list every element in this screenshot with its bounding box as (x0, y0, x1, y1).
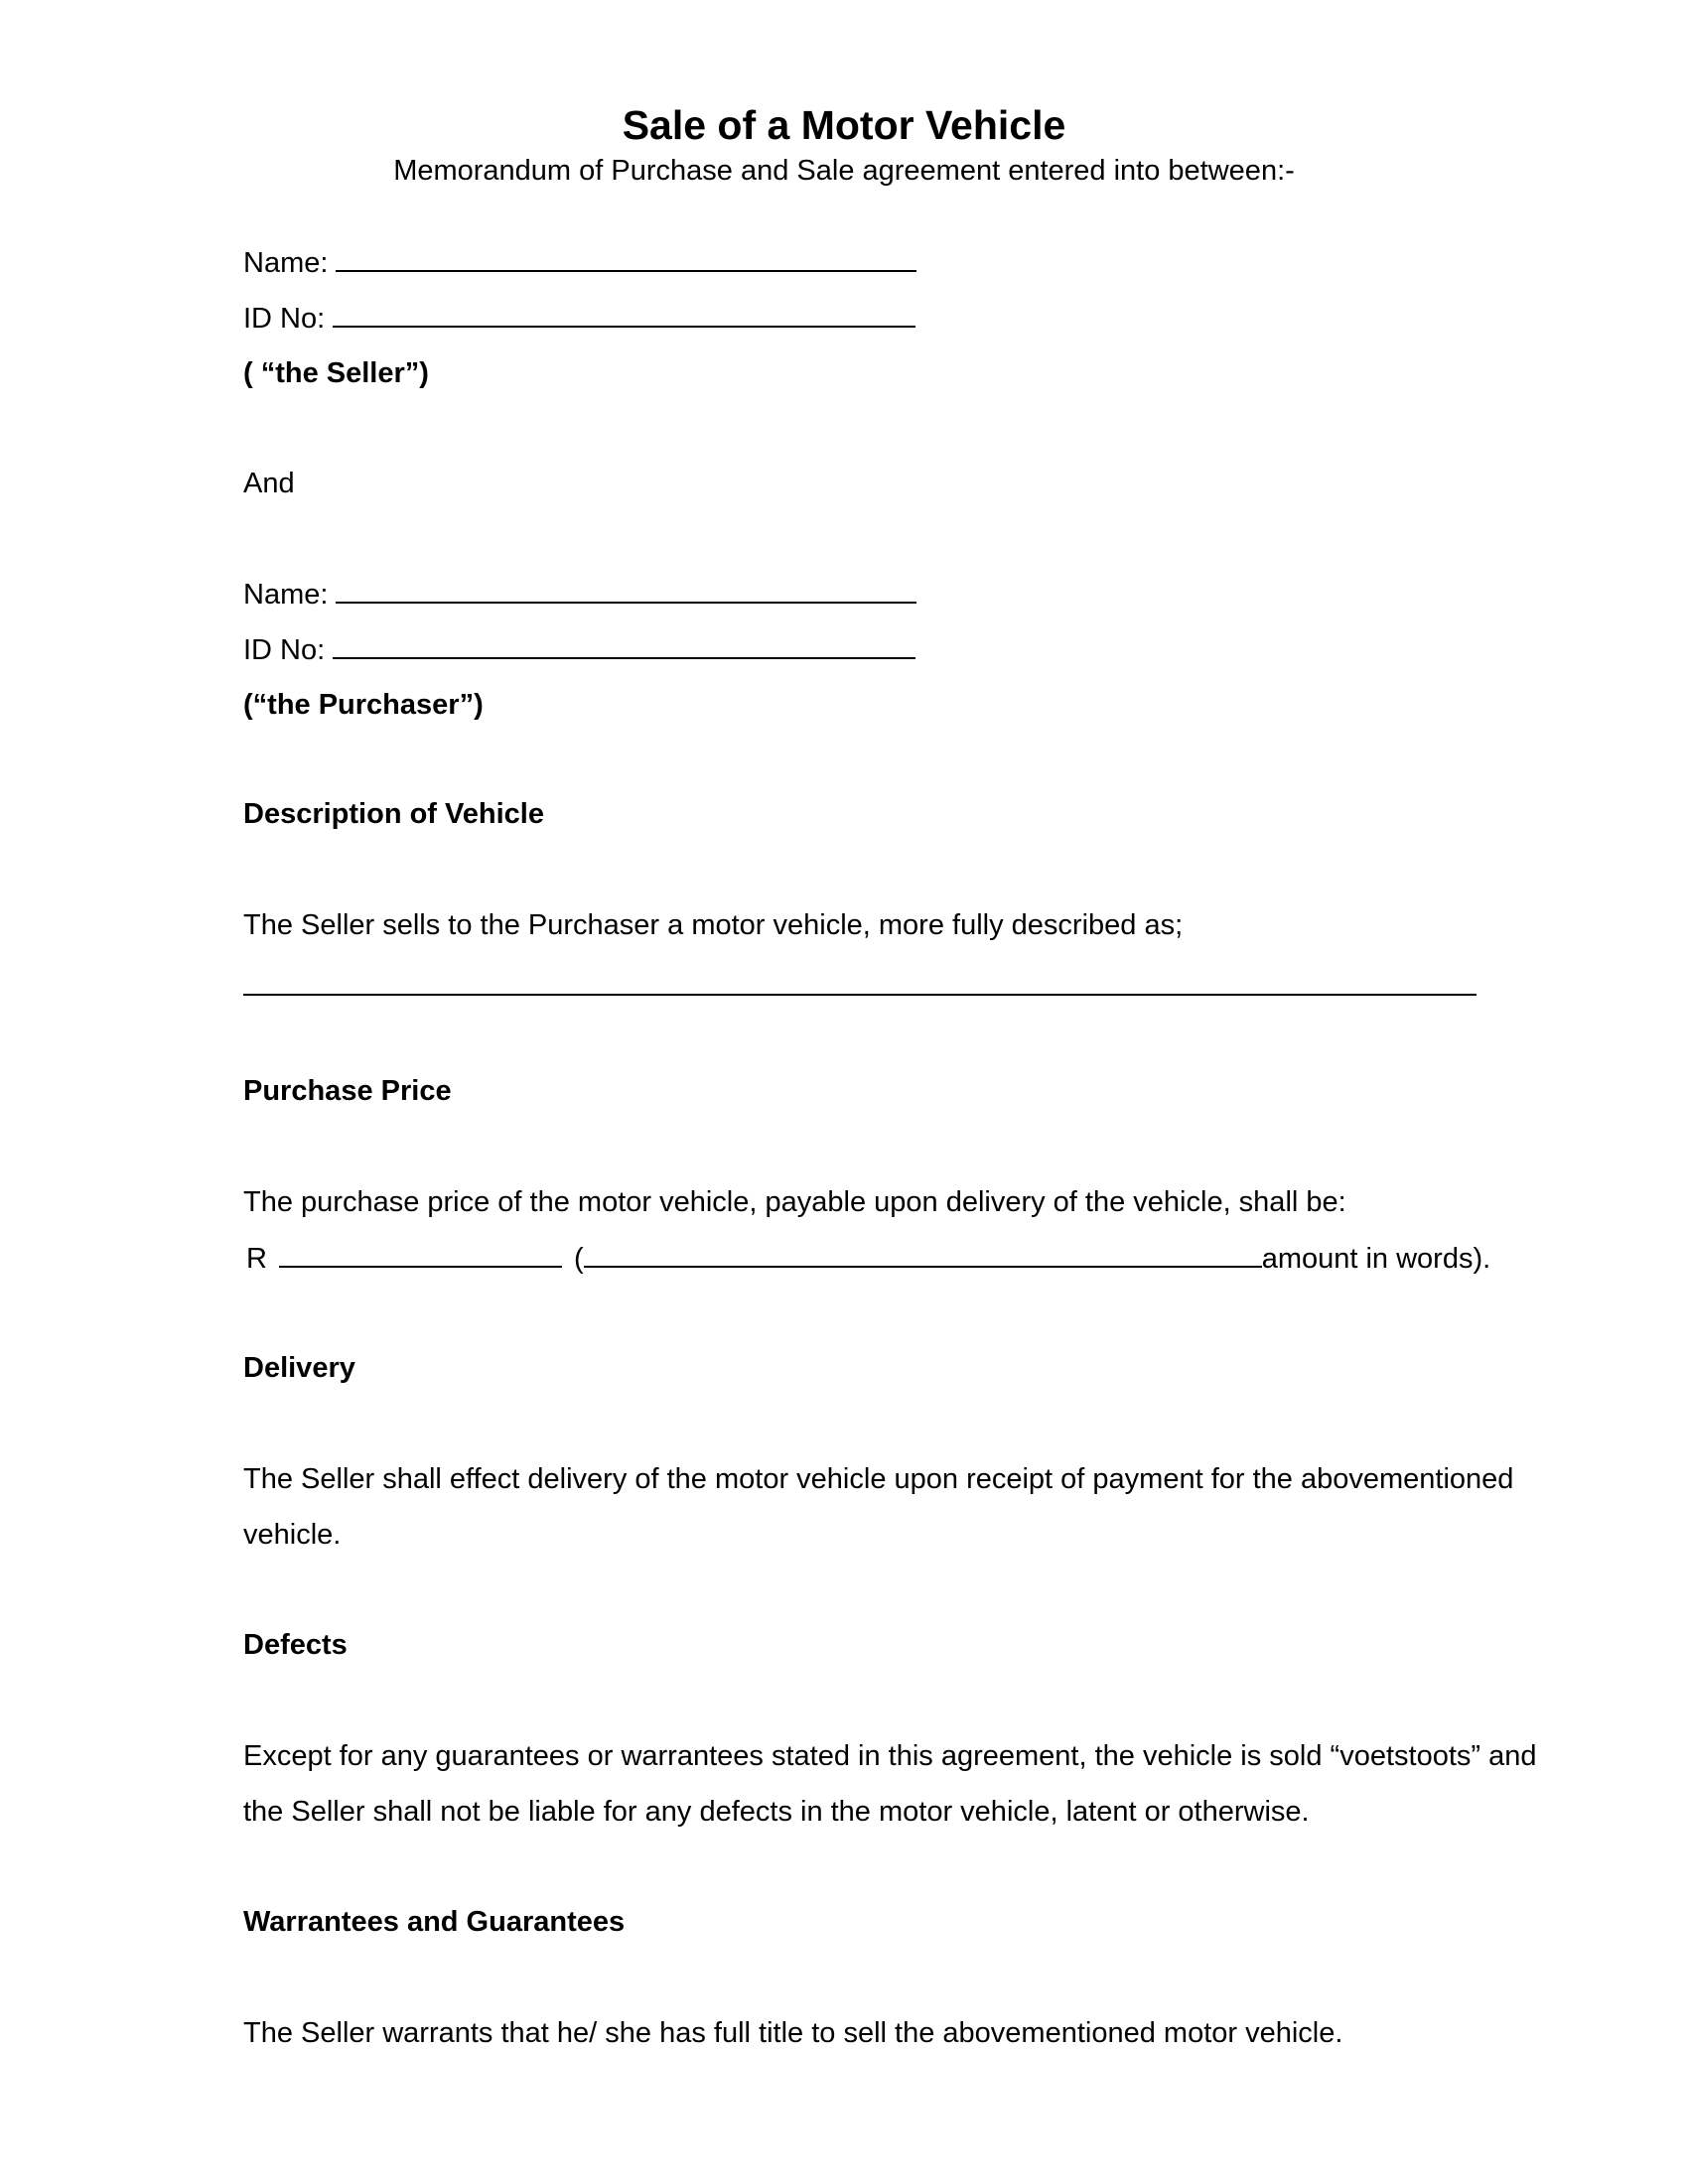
price-amount-field[interactable] (279, 1238, 562, 1268)
purchaser-id-field[interactable] (333, 629, 915, 659)
document-title: Sale of a Motor Vehicle (622, 102, 1066, 148)
vehicle-description-field[interactable] (243, 994, 1477, 996)
seller-id-label: ID No: (243, 303, 326, 335)
price-heading: Purchase Price (243, 1075, 452, 1107)
price-amount-row (246, 1238, 1490, 1279)
purchaser-name-label: Name: (243, 579, 329, 611)
seller-name-row (243, 242, 916, 283)
seller-id-row (243, 298, 915, 339)
defects-heading: Defects (243, 1629, 348, 1661)
seller-name-label: Name: (243, 247, 329, 279)
price-words-field[interactable] (584, 1238, 1262, 1268)
defects-text-line-2: the Seller shall not be liable for any defects in the motor vehicle, latent or otherwise. (243, 1796, 1310, 1828)
open-paren: ( (574, 1243, 584, 1275)
delivery-heading: Delivery (243, 1352, 355, 1384)
description-heading: Description of Vehicle (243, 798, 544, 830)
seller-id-field[interactable] (333, 298, 915, 328)
delivery-text-line-2: vehicle. (243, 1519, 342, 1551)
seller-role-label: ( “the Seller”) (243, 357, 429, 389)
document-subtitle: Memorandum of Purchase and Sale agreement entered into between:- (393, 155, 1295, 187)
purchaser-id-row (243, 629, 915, 670)
warranties-heading: Warrantees and Guarantees (243, 1906, 626, 1938)
price-text: The purchase price of the motor vehicle, payable upon delivery of the vehicle, shall be: (243, 1186, 1346, 1218)
currency-symbol: R (246, 1243, 267, 1275)
purchaser-name-row (243, 574, 916, 614)
purchaser-id-label: ID No: (243, 634, 326, 666)
conjunction-text: And (243, 468, 295, 499)
warranties-text: The Seller warrants that he/ she has full title to sell the abovementioned motor vehicle. (243, 2017, 1343, 2049)
purchaser-name-field[interactable] (336, 574, 916, 604)
seller-name-field[interactable] (336, 242, 916, 272)
description-text: The Seller sells to the Purchaser a motor vehicle, more fully described as; (243, 909, 1184, 941)
price-words-suffix: amount in words). (1261, 1243, 1491, 1275)
defects-text-line-1: Except for any guarantees or warrantees stated in this agreement, the vehicle is sold “voetstoots” and (243, 1740, 1537, 1772)
purchaser-role-label: (“the Purchaser”) (243, 689, 484, 721)
delivery-text-line-1: The Seller shall effect delivery of the motor vehicle upon receipt of payment for the abovementioned (243, 1463, 1514, 1495)
